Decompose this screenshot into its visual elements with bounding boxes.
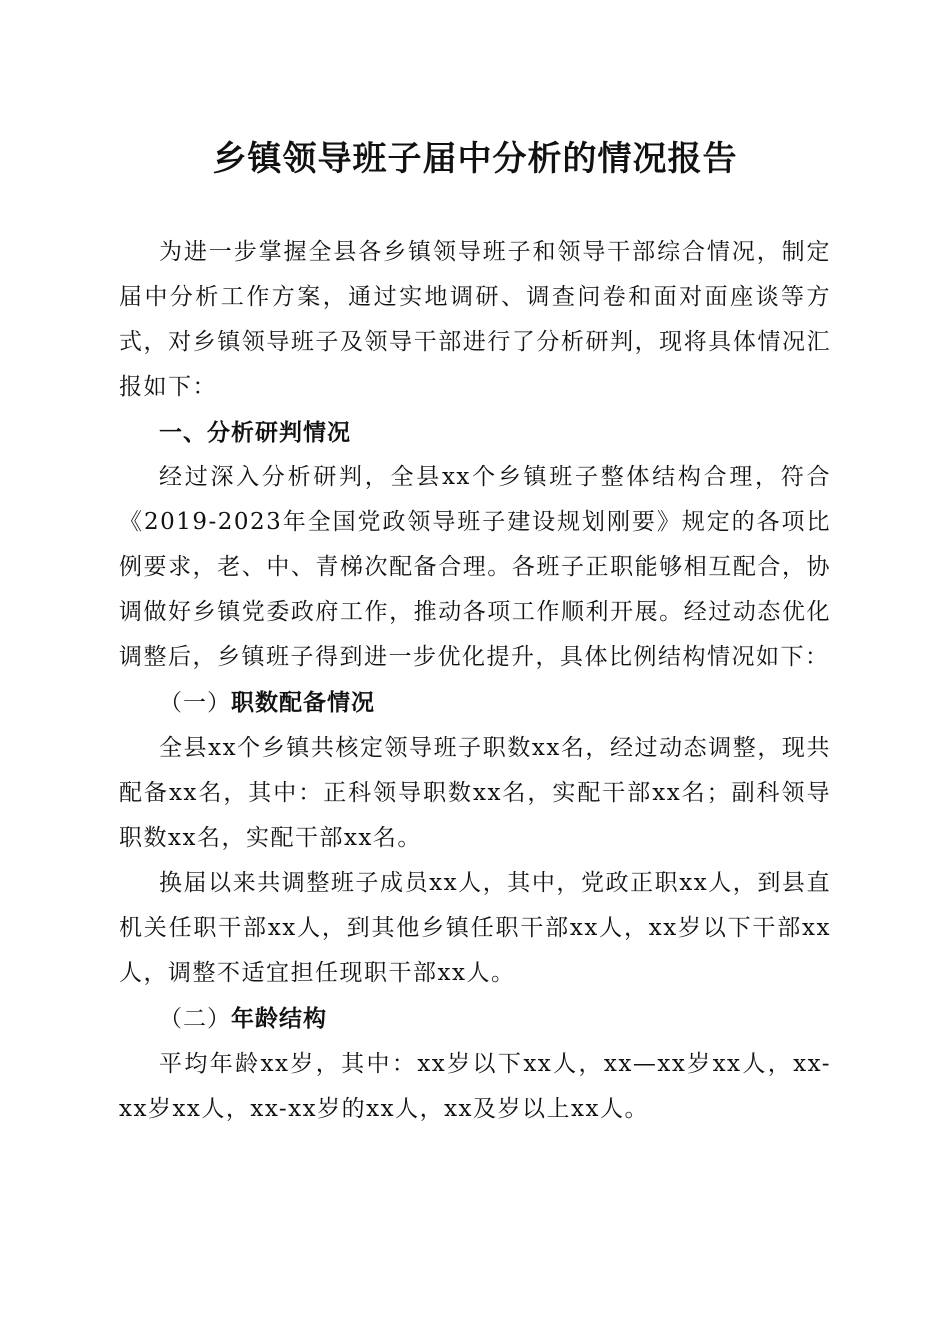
subsection-title: 年龄结构 (231, 1005, 327, 1032)
subsection-heading-age (119, 996, 831, 1042)
subsection-title: 职数配备情况 (231, 689, 375, 716)
section-heading-analysis: 一、分析研判情况 (159, 419, 351, 446)
staffing-paragraph: 全县xx个乡镇共核定领导班子职数xx名，经过动态调整，现共配备xx名，其中：正科领导职数xx名，实配干部xx名；副科领导职数xx名，实配干部xx名。 (119, 735, 831, 851)
intro-paragraph: 为进一步掌握全县各乡镇领导班子和领导干部综合情况，制定届中分析工作方案，通过实地调研、调查问卷和面对面座谈等方式，对乡镇领导班子及领导干部进行了分析研判，现将具体情况汇报如下： (119, 239, 831, 400)
analysis-paragraph: 经过深入分析研判，全县xx个乡镇班子整体结构合理，符合《2019-2023年全国党政领导班子建设规划刚要》规定的各项比例要求，老、中、青梯次配备合理。各班子正职能够相互配合，协调做好乡镇党委政府工作，推动各项工作顺利开展。经过动态优化调整后，乡镇班子得到进一步优化提升，具体比例结构情况如下： (119, 464, 831, 670)
adjustment-paragraph: 换届以来共调整班子成员xx人，其中，党政正职xx人，到县直机关任职干部xx人，到其他乡镇任职干部xx人，xx岁以下干部xx人，调整不适宜担任现职干部xx人。 (119, 870, 831, 986)
document-body (119, 230, 831, 1132)
subsection-number: （二） (159, 1006, 231, 1032)
document-title: 乡镇领导班子届中分析的情况报告 (212, 139, 738, 179)
subsection-heading-staffing (119, 680, 831, 726)
age-paragraph: 平均年龄xx岁，其中：xx岁以下xx人，xx—xx岁xx人，xx-xx岁xx人，xx-xx岁的xx人，xx及岁以上xx人。 (119, 1051, 831, 1122)
subsection-number: （一） (159, 690, 231, 716)
